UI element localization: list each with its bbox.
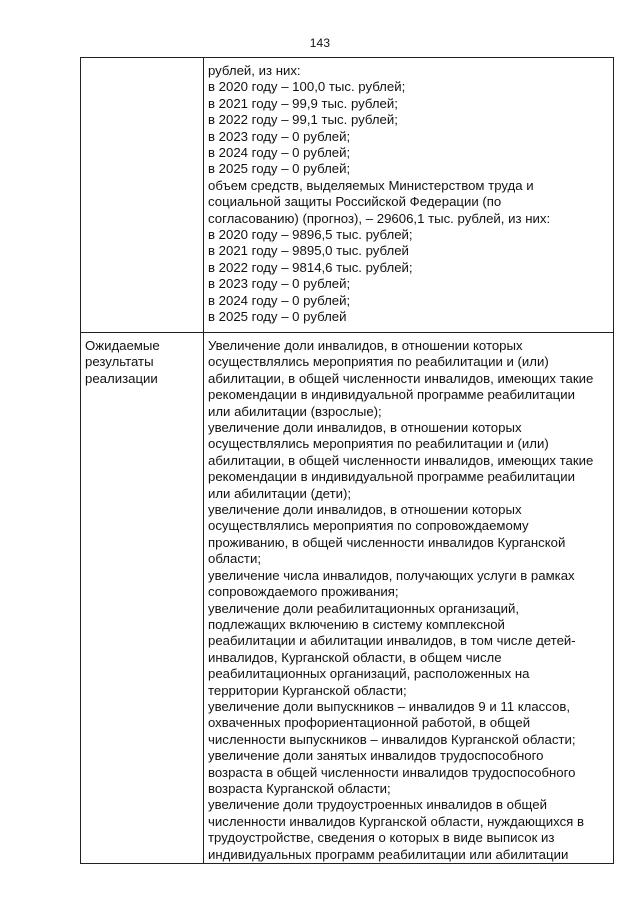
results-line: реабилитации и абилитации инвалидов, в том числе детей- <box>208 633 576 649</box>
results-line: абилитации, в общей численности инвалидов, имеющих такие <box>208 452 594 468</box>
results-content-cell <box>204 333 614 864</box>
results-line: увеличение числа инвалидов, получающих услуги в рамках <box>208 567 575 583</box>
results-line: увеличение доли занятых инвалидов трудоспособного <box>208 748 544 764</box>
funding-line: в 2022 году – 9814,6 тыс. рублей; <box>208 259 413 275</box>
results-line: рекомендации в индивидуальной программе реабилитации <box>208 469 575 485</box>
results-line: осуществлялись мероприятия по сопровождаемому <box>208 518 529 534</box>
results-line: трудоустройстве, сведения о которых в виде выписок из <box>208 830 555 846</box>
results-line: осуществлялись мероприятия по реабилитации и (или) <box>208 354 549 370</box>
results-line: абилитации, в общей численности инвалидов, имеющих такие <box>208 370 594 386</box>
results-line: проживанию, в общей численности инвалидов Курганской <box>208 534 566 550</box>
results-line: возраста Курганской области; <box>208 780 391 796</box>
funding-line: в 2025 году – 0 рублей; <box>208 161 351 177</box>
results-line: индивидуальных программ реабилитации или абилитации <box>208 846 569 862</box>
funding-line: в 2023 году – 0 рублей; <box>208 276 351 292</box>
funding-line: в 2023 году – 0 рублей; <box>208 128 351 144</box>
results-line: увеличение доли реабилитационных организаций, <box>208 600 519 616</box>
funding-line: рублей, из них: <box>208 63 301 78</box>
results-line: подлежащих включению в систему комплексной <box>208 616 505 632</box>
results-line: увеличение доли выпускников – инвалидов 9 и 11 классов, <box>208 698 570 714</box>
funding-line: в 2025 году – 0 рублей <box>208 309 347 325</box>
page-number: 143 <box>309 36 331 50</box>
funding-line: согласованию) (прогноз), – 29606,1 тыс. рублей, из них: <box>208 210 551 226</box>
results-line: территории Курганской области; <box>208 682 407 698</box>
funding-line: в 2021 году – 9895,0 тыс. рублей <box>208 243 409 259</box>
funding-line: в 2020 году – 100,0 тыс. рублей; <box>208 79 406 95</box>
results-label-cell <box>81 333 204 864</box>
results-line: увеличение доли инвалидов, в отношении которых <box>208 420 522 436</box>
results-line: осуществлялись мероприятия по реабилитации и (или) <box>208 436 549 452</box>
results-line: возраста в общей численности инвалидов трудоспособного <box>208 764 576 780</box>
results-line: или абилитации (дети); <box>208 485 352 501</box>
results-line: численности выпускников – инвалидов Курганской области; <box>208 731 576 747</box>
funding-label-cell <box>81 58 204 333</box>
results-line: Увеличение доли инвалидов, в отношении которых <box>208 338 523 353</box>
funding-line: в 2021 году – 99,9 тыс. рублей; <box>208 95 398 111</box>
funding-line: в 2020 году – 9896,5 тыс. рублей; <box>208 227 413 243</box>
results-line: сопровождаемого проживания; <box>208 584 399 600</box>
results-line: области; <box>208 551 261 567</box>
program-passport-table <box>80 57 614 864</box>
results-line: рекомендации в индивидуальной программе реабилитации <box>208 387 575 403</box>
results-line: инвалидов, Курганской области, в общем числе <box>208 649 502 665</box>
funding-line: в 2024 году – 0 рублей; <box>208 145 351 161</box>
funding-line: в 2024 году – 0 рублей; <box>208 292 351 308</box>
results-line: увеличение доли трудоустроенных инвалидов в общей <box>208 797 547 813</box>
funding-line: в 2022 году – 99,1 тыс. рублей; <box>208 112 398 128</box>
results-label-line: Ожидаемые <box>85 338 160 353</box>
funding-line: социальной защиты Российской Федерации (по <box>208 194 502 210</box>
results-line: численности инвалидов Курганской области, нуждающихся в <box>208 813 584 829</box>
results-line: или абилитации (взрослые); <box>208 403 382 419</box>
results-line: реабилитационных организаций, расположенных на <box>208 666 530 682</box>
results-label-line: реализации <box>85 370 158 386</box>
table-row-results <box>81 333 614 864</box>
table-row-funding <box>81 58 614 333</box>
results-label-line: результаты <box>85 354 154 370</box>
results-line: увеличение доли инвалидов, в отношении которых <box>208 502 522 518</box>
funding-content-cell <box>204 58 614 333</box>
funding-line: объем средств, выделяемых Министерством труда и <box>208 177 534 193</box>
results-line: охваченных профориентационной работой, в общей <box>208 715 531 731</box>
